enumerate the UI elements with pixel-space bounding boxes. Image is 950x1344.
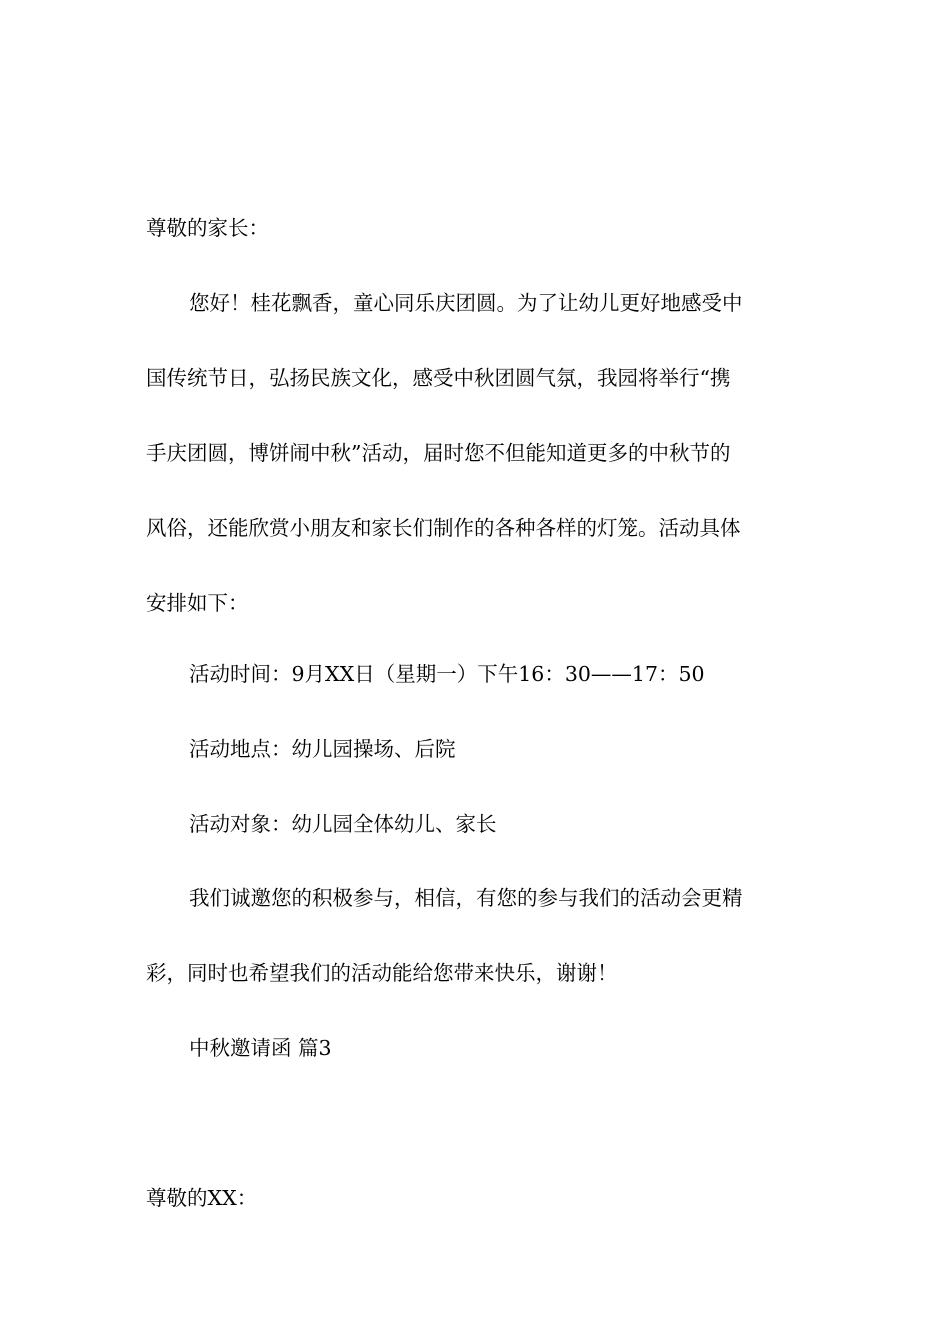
paragraph-line: 您好！桂花飘香，童心同乐庆团圆。为了让幼儿更好地感受中 [189,291,743,315]
paragraph-line: 安排如下： [146,591,249,615]
paragraph-line: 国传统节日，弘扬民族文化，感受中秋团圆气氛，我园将举行“携 [146,366,731,390]
salutation-recipient: 尊敬的XX： [146,1186,258,1210]
paragraph-line: 风俗，还能欣赏小朋友和家长们制作的各种各样的灯笼。活动具体 [146,516,741,540]
activity-place: 活动地点：幼儿园操场、后院 [189,737,456,761]
section-heading: 中秋邀请函 篇3 [189,1036,332,1060]
salutation-parents: 尊敬的家长： [146,216,269,240]
activity-target: 活动对象：幼儿园全体幼儿、家长 [189,812,497,836]
paragraph-line: 彩，同时也希望我们的活动能给您带来快乐，谢谢！ [146,961,618,985]
activity-time: 活动时间：9月XX日（星期一）下午16：30——17：50 [189,662,705,686]
paragraph-line: 手庆团圆，博饼闹中秋”活动，届时您不但能知道更多的中秋节的 [146,441,731,465]
paragraph-line: 我们诚邀您的积极参与，相信，有您的参与我们的活动会更精 [189,886,743,910]
